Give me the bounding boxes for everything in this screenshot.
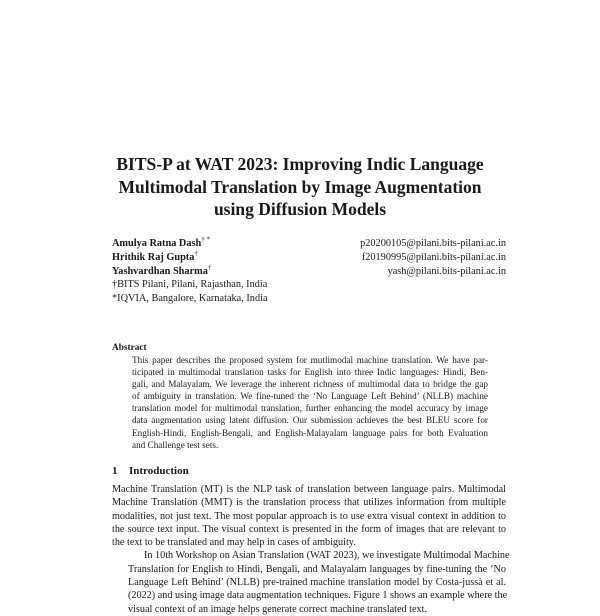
text-line: Machine Translation (MT) is the NLP task of translation between language pairs. Multimodal (112, 484, 506, 495)
author-email[interactable]: f20190995@pilani.bits-pilani.ac.in (361, 251, 506, 263)
abstract-line: ticipated in multimodal translation tasks for English into three Indic languages: Hindi, Ben- (132, 367, 488, 378)
text-line: modalities, not just text. The most popular approach is to use extra visual context in addition to (112, 510, 506, 522)
section-title: Introduction (129, 465, 189, 477)
email-list (360, 237, 506, 278)
affiliation-mark: † * (201, 235, 211, 244)
author (112, 265, 268, 279)
introduction-body (112, 483, 510, 616)
abstract-line: of ambiguity in translation. We fine-tuned the ‘No Language Left Behind’ (NLLB) machine (132, 391, 488, 402)
abstract-line: English-Hindi, English-Bengali, and English-Malayalam language pairs for both Evaluation (132, 427, 488, 438)
text-line: In 10th Workshop on Asian Translation (WAT 2023), we investigate Multimodal Machine (144, 550, 510, 562)
author (112, 237, 268, 251)
title-line: BITS-P at WAT 2023: Improving Indic Language (116, 154, 484, 174)
abstract-line: translation model for multimodal translation, further enhancing the model accuracy by image (132, 403, 488, 414)
text-line: the text to be translated and may help in cases of ambiguity. (112, 537, 356, 549)
section-number: 1 (112, 465, 118, 477)
author-email[interactable]: p20200105@pilani.bits-pilani.ac.in (360, 238, 506, 249)
paper-title (0, 153, 600, 221)
author (112, 251, 268, 265)
section-heading (112, 465, 189, 477)
paragraph (112, 483, 506, 549)
author-email[interactable]: yash@pilani.bits-pilani.ac.in (387, 265, 506, 277)
abstract-line: gali, and Malayalam. We leverage the inherent richness of multimodal data to bridge the gap (132, 379, 488, 390)
title-line: Multimodal Translation by Image Augmentation (118, 176, 482, 197)
author-name: Hrithik Raj Gupta (112, 251, 195, 263)
text-line: (2022) and using image data augmentation techniques. Figure 1 shows an example where the (128, 590, 508, 602)
affiliation: †BITS Pilani, Pilani, Rajasthan, India (112, 279, 268, 291)
text-line: Language Left Behind’ (NLLB) pre-trained machine translation model by Costa-jussà et al. (128, 577, 506, 589)
author-name: Yashvardhan Sharma (112, 265, 208, 277)
affiliation: *IQVIA, Bangalore, Karnataka, India (112, 293, 268, 305)
abstract-line: This paper describes the proposed system for mutlimodal machine translation. We have par- (132, 355, 488, 365)
affiliation-mark: † (207, 263, 212, 272)
text-line: the source text input. The visual context is presented in the form of images that are relevant to (112, 523, 506, 535)
abstract-heading: Abstract (112, 343, 147, 353)
author-name: Amulya Ratna Dash (112, 238, 202, 249)
abstract-line: and Challenge test sets. (132, 439, 219, 450)
paragraph (112, 549, 510, 615)
title-line: using Diffusion Models (213, 199, 387, 219)
abstract-body (132, 354, 488, 451)
abstract-line: data augmentation using latent diffusion. Our submission achieves the best BLEU score for (132, 415, 488, 426)
text-line: visual context of an image helps generate correct machine translated text. (128, 603, 427, 615)
text-line: Machine Translation (MMT) is the translation process that utilizes information from multiple (112, 497, 506, 509)
affiliation-mark: † (194, 249, 198, 258)
author-list (112, 237, 268, 306)
text-line: Translation for English to Hindi, Bengali, and Malayalam languages by fine-tuning the ‘No (128, 563, 506, 575)
